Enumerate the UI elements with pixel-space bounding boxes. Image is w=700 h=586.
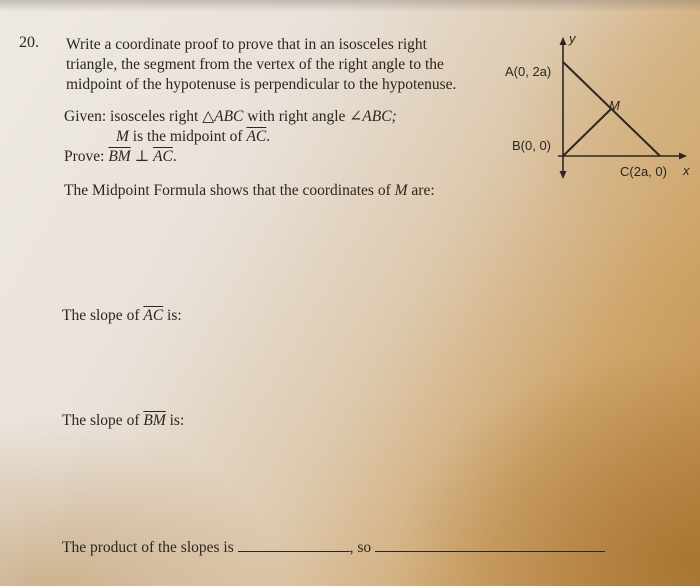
statement-line-2: triangle, the segment from the vertex of the right angle to the (66, 56, 444, 73)
given-line2-end: . (266, 128, 271, 145)
midpoint-m: M (394, 182, 408, 199)
y-axis-label: y (569, 31, 576, 46)
given-triangle: △ABC (202, 108, 244, 125)
x-axis-label: x (683, 163, 690, 178)
product-so: , so (349, 539, 372, 556)
midpoint-post: are: (407, 182, 435, 199)
prove-label: Prove: (64, 148, 109, 165)
segment-bm (563, 109, 611, 156)
given-midpoint-text: is the midpoint of (128, 128, 247, 145)
prove-segment-ac: $\overline{AC}$ (153, 148, 173, 165)
prove-end: . (172, 148, 177, 165)
perpendicular-symbol: ⊥ (130, 148, 154, 165)
problem-number: 20. (19, 34, 39, 51)
slope-bm-pre: The slope of (62, 412, 144, 429)
midpoint-pre: The Midpoint Formula shows that the coordinates of (64, 182, 395, 199)
given-mid-text: with right angle (243, 108, 350, 125)
y-axis-arrow-up (560, 37, 567, 45)
y-axis-arrow-down (560, 171, 567, 179)
given-prefix: Given: isosceles right (64, 108, 203, 125)
slope-ac-pre: The slope of (62, 307, 144, 324)
slope-ac-post: is: (163, 307, 182, 324)
statement-line-3: midpoint of the hypotenuse is perpendicular to the hypotenuse. (66, 76, 457, 93)
x-axis-arrow-right (679, 153, 687, 160)
statement-line-1: Write a coordinate proof to prove that in an isosceles right (66, 36, 427, 53)
point-b-label: B(0, 0) (512, 138, 552, 153)
slope-ac-segment: $\overline{AC}$ (143, 307, 164, 324)
prove-segment-bm: $\overline{BM}$ (108, 148, 131, 165)
product-pre: The product of the slopes is (62, 539, 234, 556)
point-c-label: C(2a, 0) (620, 164, 667, 179)
slope-bm-post: is: (165, 412, 185, 429)
given-m: M (116, 128, 129, 145)
slope-bm-segment: $\overline{BM}$ (143, 412, 166, 429)
point-m-label: M (609, 98, 620, 113)
point-a-label: A(0, 2a) (505, 64, 552, 79)
given-angle: ∠ABC; (349, 108, 397, 125)
given-segment-ac: $\overline{AC}$ (246, 128, 267, 145)
